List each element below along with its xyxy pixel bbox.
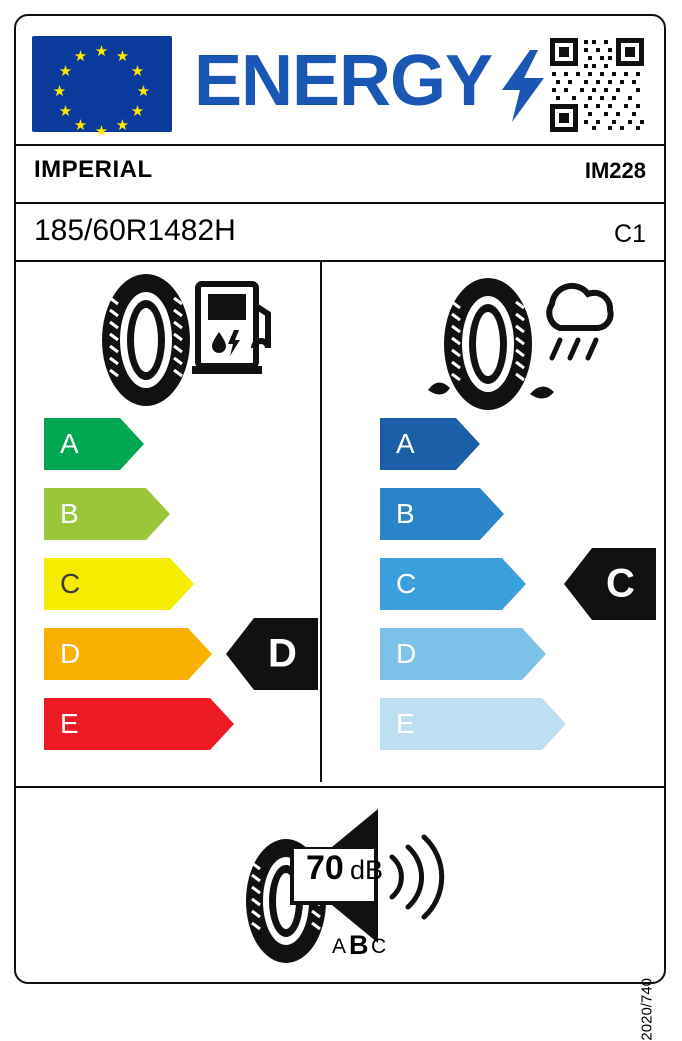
noise-section (16, 787, 664, 1041)
fuel-rating-value: D (268, 631, 297, 676)
noise-class-b: B (349, 930, 369, 960)
wet-grade-c (380, 558, 526, 610)
page-title: ENERGY (194, 41, 493, 121)
wet-grip-scale (356, 418, 656, 770)
wet-grade-e (380, 698, 566, 750)
fuel-efficiency-scale (36, 418, 316, 770)
fuel-efficiency-pictogram (88, 270, 278, 410)
fuel-grade-b-label: B (60, 498, 79, 529)
wet-grade-a (380, 418, 480, 470)
fuel-grade-b (44, 488, 170, 540)
energy-label-card (14, 14, 666, 1041)
wet-grip-pictogram (412, 270, 624, 430)
fuel-grade-d (44, 628, 212, 680)
noise-class-a: A (332, 935, 347, 958)
fuel-grade-a-label: A (60, 428, 79, 459)
wet-grade-a-label: A (396, 428, 415, 459)
tyre-icon (102, 274, 190, 406)
wet-grade-d (380, 628, 546, 680)
regulation-code: 2020/740 (639, 978, 656, 1041)
wet-grade-b-label: B (396, 498, 415, 529)
lightning-bolt-icon (500, 50, 544, 122)
wet-grade-b (380, 488, 504, 540)
wet-rating-value: C (606, 561, 635, 606)
divider-vertical (320, 262, 322, 782)
qr-code (548, 36, 646, 134)
divider-header (16, 144, 664, 146)
label-header (16, 16, 664, 140)
fuel-grade-d-label: D (60, 638, 81, 669)
fuel-grade-c-label: C (60, 568, 81, 599)
fuel-grade-e-label: E (60, 708, 79, 739)
rain-cloud-icon (549, 286, 610, 358)
fuel-pump-icon (192, 284, 268, 374)
noise-class-c: C (371, 935, 387, 958)
tyre-wet-icon (428, 278, 554, 410)
fuel-grade-e (44, 698, 234, 750)
tyre-class-code: C1 (614, 220, 646, 248)
wet-rating-arrow (564, 548, 656, 620)
fuel-grade-a (44, 418, 144, 470)
noise-value: 70 (306, 849, 344, 887)
noise-unit: dB (350, 855, 384, 885)
tyre-size: 185/60R1482H (34, 214, 236, 247)
wet-grade-d-label: D (396, 638, 417, 669)
divider-brand (16, 202, 664, 204)
divider-size (16, 260, 664, 262)
tyre-brand: IMPERIAL (34, 156, 153, 183)
tyre-model: IM228 (584, 158, 646, 183)
wet-grade-e-label: E (396, 708, 415, 739)
fuel-rating-arrow (226, 618, 318, 690)
wet-grade-c-label: C (396, 568, 417, 599)
fuel-grade-c (44, 558, 194, 610)
eu-flag: ★ ★ ★ ★ ★ ★ ★ ★ ★ ★ ★ ★ (32, 36, 172, 132)
